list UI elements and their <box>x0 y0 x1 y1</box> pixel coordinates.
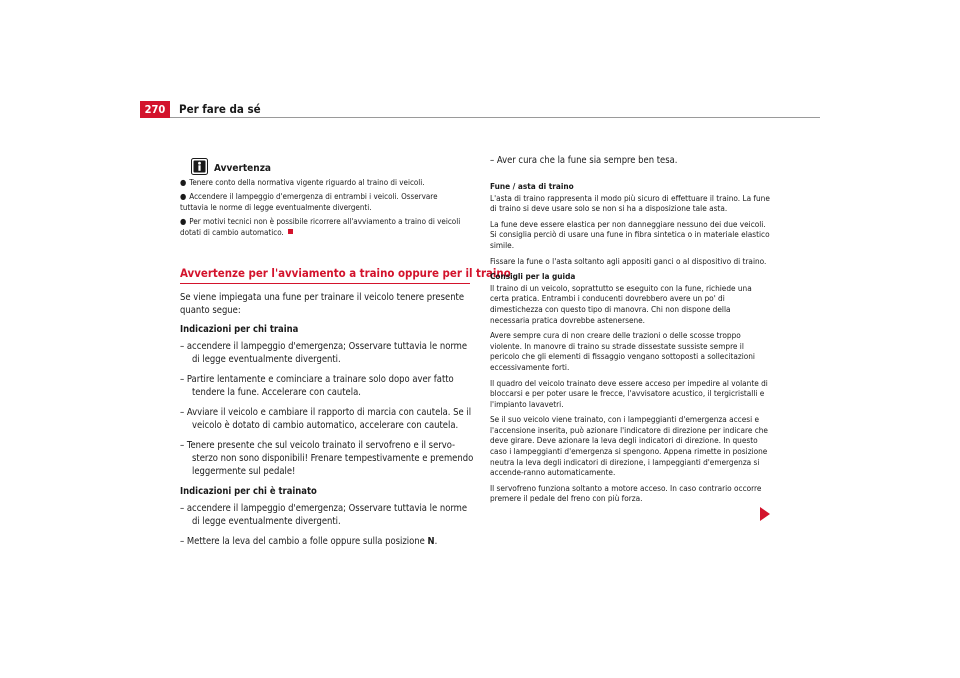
paragraph: Avere sempre cura di non creare delle trazioni o delle scosse troppo violente. In manovre di traino su strade dissestate sussiste sempre il pericolo che gli elementi di fissaggio vengano sottoposti a sollecitazioni eccessivamente forti. <box>490 330 755 372</box>
page-number: 270 <box>140 101 170 118</box>
intro-paragraph: Se viene impiegata una fune per trainare il veicolo tenere presente quanto segue: <box>180 292 465 316</box>
paragraph: Fissare la fune o l'asta soltanto agli appositi ganci o al dispositivo di traino. <box>490 255 767 266</box>
bullet-icon: ● <box>180 192 187 201</box>
paragraph: L'asta di traino rappresenta il modo più sicuro di effettuare il traino. La fune di traino si deve usare solo se non si ha a disposizione tale asta. <box>490 192 770 214</box>
paragraph: Il servofreno funziona soltanto a motore acceso. In caso contrario occorre premere il pedale del freno con più forza. <box>490 482 762 504</box>
rope-taut-item: – Aver cura che la fune sia sempre ben tesa. <box>490 155 678 166</box>
section-title: Avvertenze per l'avviamento a traino oppure per il traino <box>180 266 511 280</box>
continue-arrow-icon <box>760 507 770 521</box>
list-item: – accendere il lampeggio d'emergenza; Osservare tuttavia le norme di legge eventualmente divergenti. <box>180 503 468 527</box>
left-column <box>180 291 475 555</box>
paragraph: La fune deve essere elastica per non danneggiare nessuno dei due veicoli. Si consiglia perciò di usare una fune in fibra sintetica o in materiale elastico simile. <box>490 218 770 250</box>
warning-list <box>180 177 465 241</box>
driving-heading: Consigli per la guida <box>490 271 576 282</box>
list-item: – Partire lentamente e cominciare a trainare solo dopo aver fatto tendere la fune. Accelerare con cautela. <box>180 374 454 398</box>
warning-item: ● Tenere conto della normativa vigente riguardo al traino di veicoli. <box>180 178 425 187</box>
paragraph: Il traino di un veicolo, soprattutto se eseguito con la fune, richiede una certa pratica. Entrambi i conducenti dovrebbero avere un po' di dimestichezza con questo tipo di manovra. Chi non dispone della necessaria pratica dovrebbe astenersene. <box>490 282 752 325</box>
right-column <box>490 154 770 509</box>
bullet-icon: ● <box>180 178 187 187</box>
header-rule <box>170 117 820 118</box>
info-warning-icon <box>191 158 208 175</box>
paragraph: Il quadro del veicolo trainato deve essere acceso per impedire al volante di bloccarsi e per poter usare le frecce, l'avvisatore acustico, il tergicristalli e l'impianto lavavetri. <box>490 377 768 409</box>
end-of-section-icon <box>288 229 293 234</box>
warning-item: ● Accendere il lampeggio d'emergenza di entrambi i veicoli. Osservare tuttavia le norme di legge eventualmente divergenti. <box>180 192 438 212</box>
paragraph: Se il suo veicolo viene trainato, con i lampeggianti d'emergenza accesi e l'accensione inserita, può azionare l'indicatore di direzione per indicare che deve girare. Deve azionare la leva degli indicatori di direzione. In questo caso i lampeggianti d'emergenza si spengono. Appena rimette in posizione neutra la leva degli indicatori di direzione, i lampeggianti d'emergenza si accende-ranno automaticamente. <box>490 414 768 478</box>
section-rule <box>180 283 470 284</box>
bullet-icon: ● <box>180 217 187 226</box>
page-header <box>140 101 820 118</box>
gear-position-label: N <box>427 536 435 547</box>
warning-title: Avvertenza <box>214 163 271 174</box>
list-item: – Tenere presente che sul veicolo trainato il servofreno e il servo-sterzo non sono disponibili! Frenare tempestivamente e premendo leggermente sul pedale! <box>180 440 474 477</box>
list-item: – Avviare il veicolo e cambiare il rapporto di marcia con cautela. Se il veicolo è dotato di cambio automatico, accelerare con cautela. <box>180 407 472 431</box>
list-item: – Mettere la leva del cambio a folle oppure sulla posizione N. <box>180 536 438 547</box>
towed-heading: Indicazioni per chi è trainato <box>180 486 317 497</box>
list-item: – accendere il lampeggio d'emergenza; Osservare tuttavia le norme di legge eventualmente divergenti. <box>180 341 468 365</box>
chapter-title: Per fare da sé <box>179 102 261 116</box>
rope-heading: Fune / asta di traino <box>490 181 574 191</box>
warning-item: ● Per motivi tecnici non è possibile ricorrere all'avviamento a traino di veicoli dotati di cambio automatico. <box>180 217 461 237</box>
towing-heading: Indicazioni per chi traina <box>180 324 299 335</box>
